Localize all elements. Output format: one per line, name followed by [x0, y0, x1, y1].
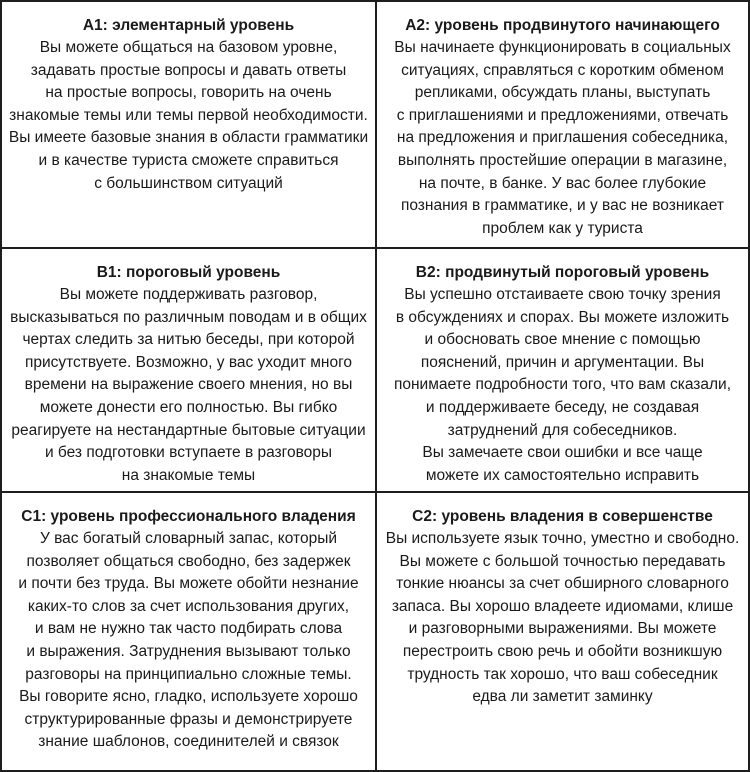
description-line: Вы говорите ясно, гладко, используете хорошо	[19, 688, 358, 706]
level-cell-c2	[377, 493, 748, 770]
description-line: знакомые темы или темы первой необходимости.	[9, 106, 368, 124]
description-line: перестроить свою речь и обойти возникшую	[402, 642, 723, 660]
description-line: и обосновать свое мнение с помощью	[424, 331, 701, 349]
description-line: каких-то слов за счет использования других,	[27, 597, 350, 615]
description-line: Вы можете с большой точностью передавать	[399, 552, 726, 570]
description-line: и в качестве туриста сможете справиться	[38, 151, 339, 169]
level-description	[377, 528, 748, 709]
level-description	[377, 284, 748, 487]
description-line: трудность так хорошо, что ваш собеседник	[407, 665, 718, 683]
description-line: Вы замечаете свои ошибки и все чаще	[422, 444, 703, 462]
description-line: и вам не нужно так часто подбирать слова	[34, 620, 343, 638]
description-line: и разговорными выражениями. Вы можете	[408, 620, 717, 638]
description-line: и почти без труда. Вы можете обойти незнание	[18, 575, 359, 593]
description-line: У вас богатый словарный запас, который	[39, 530, 338, 547]
description-line: разговоры на принципиально сложные темы.	[25, 665, 352, 683]
level-description	[2, 528, 375, 754]
description-line: пояснений, причин и аргументации. Вы	[420, 353, 705, 371]
description-line: Вы можете поддерживать разговор,	[59, 286, 318, 303]
description-line: выполнять простейшие операции в магазине,	[397, 151, 728, 169]
level-cell-b2	[377, 249, 748, 493]
description-line: задавать простые вопросы и давать ответы	[30, 61, 347, 79]
description-line: затруднений для собеседников.	[447, 421, 678, 439]
level-cell-a2	[377, 2, 748, 249]
level-description	[2, 37, 375, 195]
description-line: в обсуждениях и спорах. Вы можете изложить	[395, 308, 730, 326]
description-line: репликами, обсуждать планы, выступать	[414, 84, 711, 102]
description-line: Вы можете общаться на базовом уровне,	[39, 39, 338, 56]
level-title: С1: уровень профессионального владения	[21, 508, 356, 525]
description-line: тонкие нюансы за счет обширного словарного	[396, 575, 729, 593]
description-line: Вы используете язык точно, уместно и свободно.	[385, 530, 740, 547]
level-title: С2: уровень владения в совершенстве	[412, 508, 713, 525]
description-line: запаса. Вы хорошо владеете идиомами, клише	[391, 597, 734, 615]
description-line: реагируете на нестандартные бытовые ситуации	[11, 421, 366, 439]
level-description	[377, 37, 748, 240]
level-title: В2: продвинутый пороговый уровень	[415, 264, 710, 281]
description-line: Вы начинаете функционировать в социальных	[394, 39, 731, 56]
level-cell-a1	[2, 2, 377, 249]
description-line: познания в грамматике, и у вас не возникает	[400, 197, 725, 215]
description-line: Вы успешно отстаиваете свою точку зрения	[404, 286, 721, 303]
description-line: чертах следить за нитью беседы, при которой	[22, 331, 355, 349]
description-line: едва ли заметит заминку	[472, 688, 653, 706]
description-line: на предложения и приглашения собеседника,	[396, 129, 729, 147]
description-line: понимаете подробности того, что вам сказали,	[393, 376, 731, 394]
level-title: В1: пороговый уровень	[96, 264, 281, 281]
description-line: с большинством ситуаций	[94, 174, 283, 192]
description-line: ситуациях, справляться с коротким обменом	[401, 61, 724, 79]
description-line: на простые вопросы, говорить на очень	[45, 84, 332, 102]
description-line: на знакомые темы	[121, 466, 256, 484]
description-line: и выражения. Затруднения вызывают только	[26, 642, 351, 660]
description-line: структурированные фразы и демонстрируете	[24, 710, 353, 728]
description-line: знание шаблонов, соединителей и связок	[38, 733, 339, 751]
description-line: проблем как у туриста	[482, 219, 643, 237]
description-line: можете донести его полностью. Вы гибко	[39, 398, 338, 416]
description-line: присутствуете. Возможно, у вас уходит много	[24, 353, 353, 371]
description-line: и без подготовки вступаете в разговоры	[44, 444, 333, 462]
description-line: с приглашениями и предложениями, отвечать	[396, 106, 729, 124]
level-description	[2, 284, 375, 487]
description-line: высказываться по различным поводам и в общих	[10, 308, 367, 326]
description-line: позволяет общаться свободно, без задержек	[26, 552, 351, 570]
description-line: и поддерживаете беседу, не создавая	[425, 398, 700, 416]
description-line: времени на выражение своего мнения, но вы	[24, 376, 353, 394]
level-cell-c1	[2, 493, 377, 770]
description-line: можете их самостоятельно исправить	[425, 466, 700, 484]
description-line: Вы имеете базовые знания в области грамматики	[8, 129, 369, 147]
description-line: на почте, в банке. У вас более глубокие	[418, 174, 707, 192]
level-title: A1: элементарный уровень	[82, 17, 295, 34]
level-cell-b1	[2, 249, 377, 493]
level-title: А2: уровень продвинутого начинающего	[405, 17, 720, 34]
